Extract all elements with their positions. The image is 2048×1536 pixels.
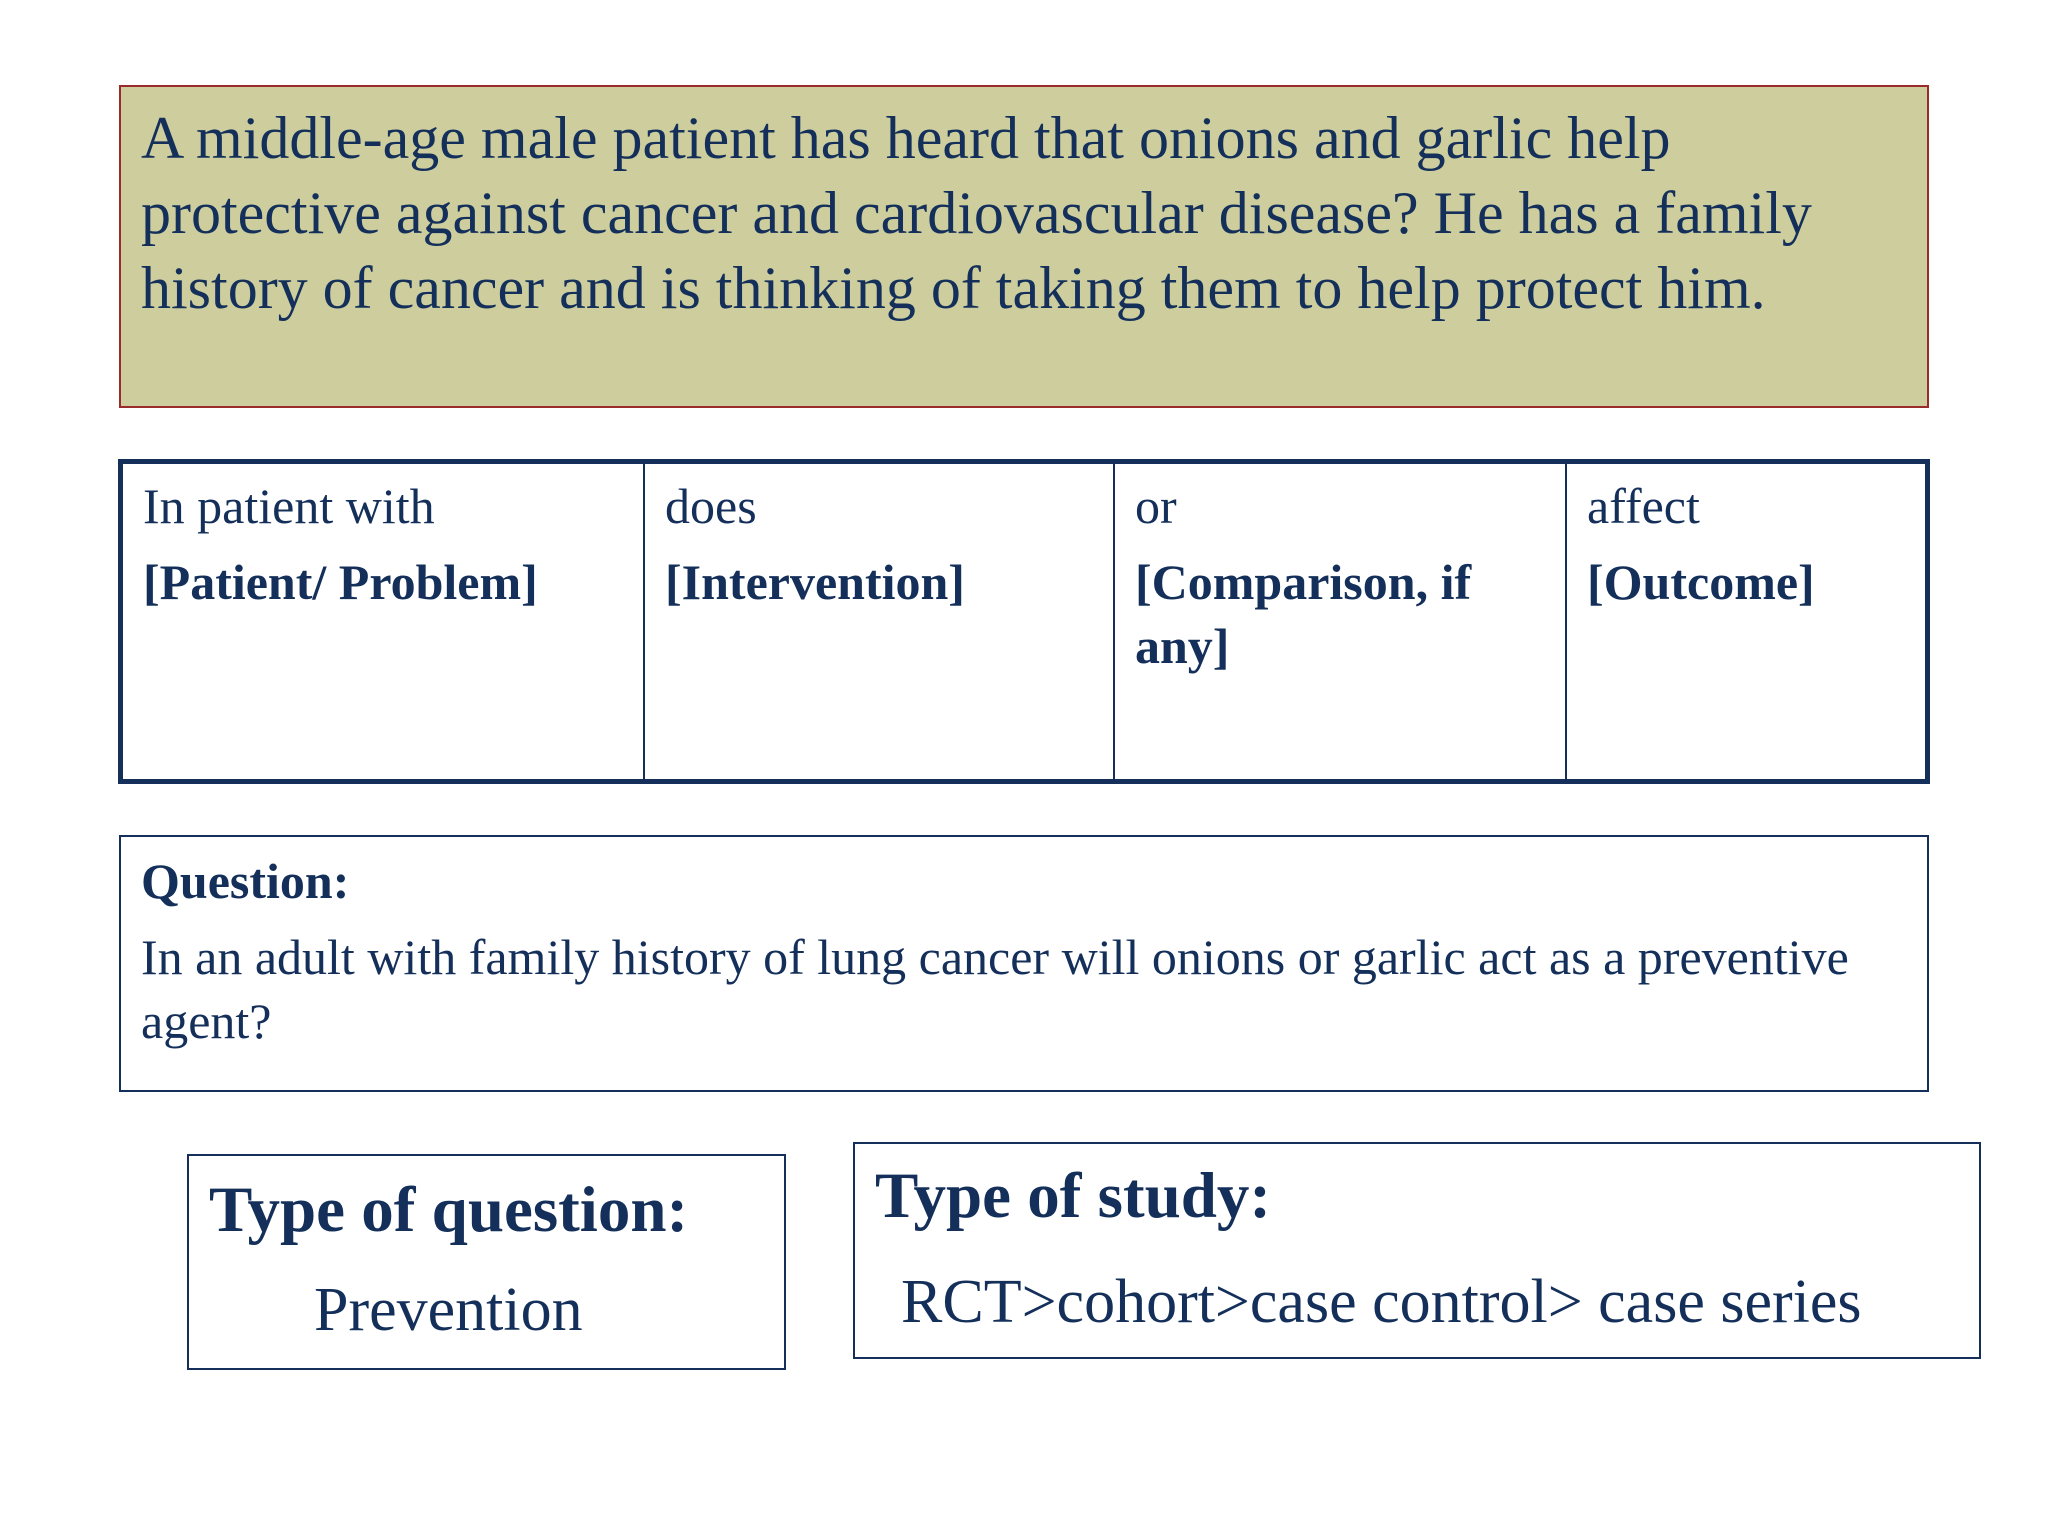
pico-patient-element: [Patient/ Problem]	[143, 554, 538, 610]
pico-intervention-element: [Intervention]	[665, 554, 965, 610]
pico-table	[118, 459, 1930, 784]
pico-cell-patient	[123, 464, 645, 779]
question-text: In an adult with family history of lung cancer will onions or garlic act as a preventive agent?	[141, 929, 1849, 1049]
question-type-box	[187, 1154, 786, 1370]
pico-comparison-element: [Comparison, if any]	[1135, 554, 1472, 674]
pico-outcome-element: [Outcome]	[1587, 554, 1815, 610]
question-type-value: Prevention	[314, 1276, 583, 1344]
pico-intervention-lead: does	[665, 478, 757, 534]
pico-cell-intervention	[645, 464, 1115, 779]
pico-cell-outcome	[1567, 464, 1925, 779]
pico-cell-comparison	[1115, 464, 1567, 779]
question-type-label: Type of question:	[209, 1174, 689, 1246]
study-type-value: RCT>cohort>case control> case series	[901, 1268, 1862, 1336]
scenario-text: A middle-age male patient has heard that onions and garlic help protective against cancer and cardiovascular disease? He has a family history of cancer and is thinking of taking them to help protect him.	[141, 105, 1812, 321]
study-type-label: Type of study:	[875, 1160, 1272, 1232]
pico-patient-lead: In patient with	[143, 478, 435, 534]
question-heading: Question:	[141, 853, 350, 909]
scenario-box	[119, 85, 1929, 408]
pico-outcome-lead: affect	[1587, 478, 1700, 534]
study-type-box	[853, 1142, 1981, 1359]
pico-comparison-lead: or	[1135, 478, 1177, 534]
question-box	[119, 835, 1929, 1092]
